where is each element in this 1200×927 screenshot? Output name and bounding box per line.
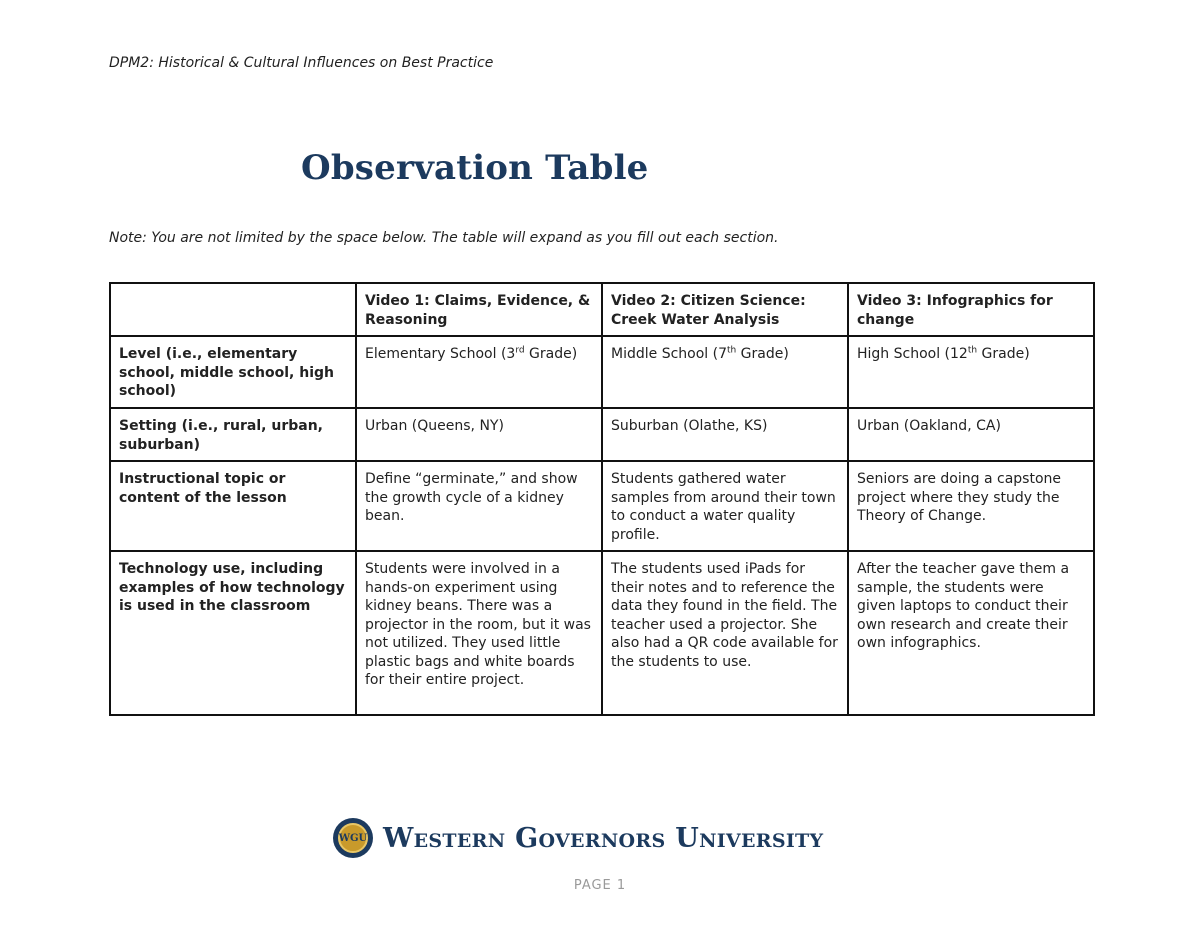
seal-monogram: WGU bbox=[338, 823, 368, 853]
page-title: Observation Table bbox=[301, 148, 649, 188]
header-cell-video-3: Video 3: Infographics for change bbox=[848, 283, 1094, 336]
cell-topic-video-3: Seniors are doing a capstone project where they study the Theory of Change. bbox=[848, 461, 1094, 551]
cell-level-video-3: High School (12th Grade) bbox=[848, 336, 1094, 408]
seal-icon bbox=[333, 818, 373, 858]
row-label-setting: Setting (i.e., rural, urban, suburban) bbox=[110, 408, 356, 461]
cell-setting-video-3: Urban (Oakland, CA) bbox=[848, 408, 1094, 461]
cell-setting-video-2: Suburban (Olathe, KS) bbox=[602, 408, 848, 461]
cell-setting-video-1: Urban (Queens, NY) bbox=[356, 408, 602, 461]
header-cell-empty bbox=[110, 283, 356, 336]
cell-level-video-2: Middle School (7th Grade) bbox=[602, 336, 848, 408]
note-text: Note: You are not limited by the space below. The table will expand as you fill out each section. bbox=[109, 230, 779, 246]
cell-level-video-1: Elementary School (3rd Grade) bbox=[356, 336, 602, 408]
row-label-level: Level (i.e., elementary school, middle school, high school) bbox=[110, 336, 356, 408]
table-row bbox=[110, 408, 1094, 461]
header-cell-video-1: Video 1: Claims, Evidence, & Reasoning bbox=[356, 283, 602, 336]
observation-table bbox=[109, 282, 1095, 716]
table-row bbox=[110, 551, 1094, 715]
cell-technology-video-3: After the teacher gave them a sample, the students were given laptops to conduct their own research and create their own infographics. bbox=[848, 551, 1094, 715]
cell-topic-video-2: Students gathered water samples from around their town to conduct a water quality profile. bbox=[602, 461, 848, 551]
table-row bbox=[110, 336, 1094, 408]
page-number: PAGE 1 bbox=[573, 878, 627, 893]
wgu-logo bbox=[333, 818, 823, 858]
table-header-row bbox=[110, 283, 1094, 336]
document-header: DPM2: Historical & Cultural Influences on Best Practice bbox=[109, 55, 494, 71]
logo-wordmark: Western Governors University bbox=[383, 822, 824, 854]
cell-technology-video-2: The students used iPads for their notes and to reference the data they found in the field. The teacher used a projector. She also had a QR code available for the students to use. bbox=[602, 551, 848, 715]
table-row bbox=[110, 461, 1094, 551]
cell-topic-video-1: Define “germinate,” and show the growth cycle of a kidney bean. bbox=[356, 461, 602, 551]
row-label-topic: Instructional topic or content of the lesson bbox=[110, 461, 356, 551]
header-cell-video-2: Video 2: Citizen Science: Creek Water Analysis bbox=[602, 283, 848, 336]
cell-technology-video-1: Students were involved in a hands-on experiment using kidney beans. There was a projector in the room, but it was not utilized. They used little plastic bags and white boards for their entire project. bbox=[356, 551, 602, 715]
row-label-technology: Technology use, including examples of how technology is used in the classroom bbox=[110, 551, 356, 715]
